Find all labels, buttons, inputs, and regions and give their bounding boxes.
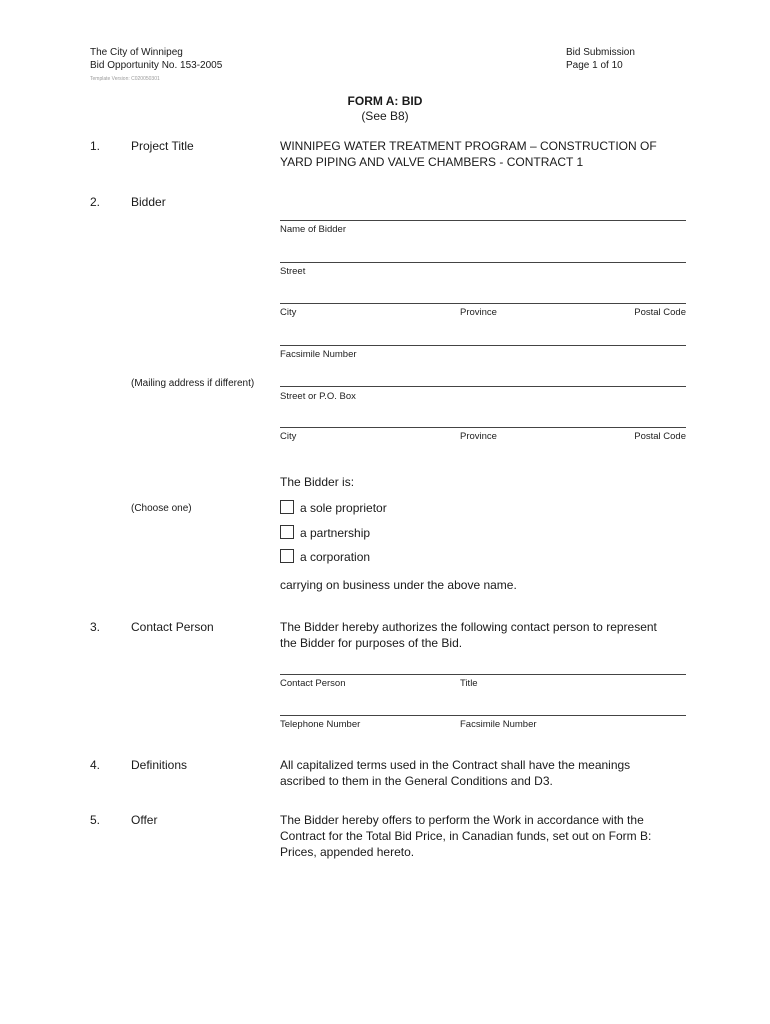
section-1-label: Project Title xyxy=(131,139,194,153)
partnership-checkbox[interactable] xyxy=(280,525,294,539)
mailing-postal-code-label: Postal Code xyxy=(634,431,686,442)
section-1-number: 1. xyxy=(90,139,101,153)
section-3-label: Contact Person xyxy=(131,620,214,634)
province-label: Province xyxy=(460,307,497,318)
offer-line2: Contract for the Total Bid Price, in Canadian funds, set out on Form B: xyxy=(280,829,652,843)
contact-person-label: Contact Person xyxy=(280,678,346,689)
street-field[interactable] xyxy=(280,262,686,263)
form-title: FORM A: BID xyxy=(347,94,423,108)
sole-proprietor-label: a sole proprietor xyxy=(300,501,387,515)
mailing-province-label: Province xyxy=(460,431,497,442)
mailing-city-label: City xyxy=(280,431,297,442)
contact-person-text xyxy=(280,619,686,651)
contact-person-title-field[interactable] xyxy=(280,674,686,675)
section-2-label: Bidder xyxy=(131,195,166,209)
bid-submission-label: Bid Submission xyxy=(566,47,635,58)
name-of-bidder-label: Name of Bidder xyxy=(280,224,347,235)
bidder-is-label: The Bidder is: xyxy=(280,475,355,489)
facsimile-number-label: Facsimile Number xyxy=(280,349,357,360)
contact-facsimile-label: Facsimile Number xyxy=(460,719,537,730)
header-right xyxy=(566,46,635,72)
bid-opportunity-number: Bid Opportunity No. 153-2005 xyxy=(90,60,223,71)
street-label: Street xyxy=(280,266,306,277)
city-province-postal-field[interactable] xyxy=(280,303,686,304)
postal-code-label: Postal Code xyxy=(634,307,686,318)
project-title-line1: WINNIPEG WATER TREATMENT PROGRAM – CONSTRUCTION OF xyxy=(280,139,657,153)
telephone-facsimile-field[interactable] xyxy=(280,715,686,716)
page-number: Page 1 of 10 xyxy=(566,60,623,71)
section-5-label: Offer xyxy=(131,813,158,827)
offer-text xyxy=(280,812,686,860)
template-version: Template Version: C020050301 xyxy=(90,76,160,82)
offer-line3: Prices, appended hereto. xyxy=(280,845,415,859)
choose-one-note: (Choose one) xyxy=(131,503,192,514)
section-3-number: 3. xyxy=(90,620,101,634)
contact-person-line2: the Bidder for purposes of the Bid. xyxy=(280,636,463,650)
mailing-address-note: (Mailing address if different) xyxy=(131,378,255,389)
telephone-number-label: Telephone Number xyxy=(280,719,361,730)
title-label: Title xyxy=(460,678,478,689)
form-subtitle: (See B8) xyxy=(361,109,409,123)
section-5-number: 5. xyxy=(90,813,101,827)
definitions-line2: ascribed to them in the General Conditions and D3. xyxy=(280,774,553,788)
project-title-line2: YARD PIPING AND VALVE CHAMBERS - CONTRACT 1 xyxy=(280,155,584,169)
facsimile-field[interactable] xyxy=(280,345,686,346)
project-title-text xyxy=(280,138,686,170)
offer-line1: The Bidder hereby offers to perform the Work in accordance with the xyxy=(280,813,644,827)
section-2-number: 2. xyxy=(90,195,101,209)
mailing-street-field[interactable] xyxy=(280,386,686,387)
section-4-number: 4. xyxy=(90,758,101,772)
header-left xyxy=(90,46,222,72)
section-4-label: Definitions xyxy=(131,758,188,772)
partnership-label: a partnership xyxy=(300,526,371,540)
corporation-label: a corporation xyxy=(300,550,371,564)
city-name: The City of Winnipeg xyxy=(90,47,183,58)
corporation-checkbox[interactable] xyxy=(280,549,294,563)
city-label: City xyxy=(280,307,297,318)
sole-proprietor-checkbox[interactable] xyxy=(280,500,294,514)
definitions-line1: All capitalized terms used in the Contract shall have the meanings xyxy=(280,758,631,772)
mailing-city-province-postal-field[interactable] xyxy=(280,427,686,428)
definitions-text xyxy=(280,757,686,789)
name-of-bidder-field[interactable] xyxy=(280,220,686,221)
carrying-on-business-text: carrying on business under the above name. xyxy=(280,578,517,592)
street-po-box-label: Street or P.O. Box xyxy=(280,391,356,402)
contact-person-line1: The Bidder hereby authorizes the following contact person to represent xyxy=(280,620,657,634)
